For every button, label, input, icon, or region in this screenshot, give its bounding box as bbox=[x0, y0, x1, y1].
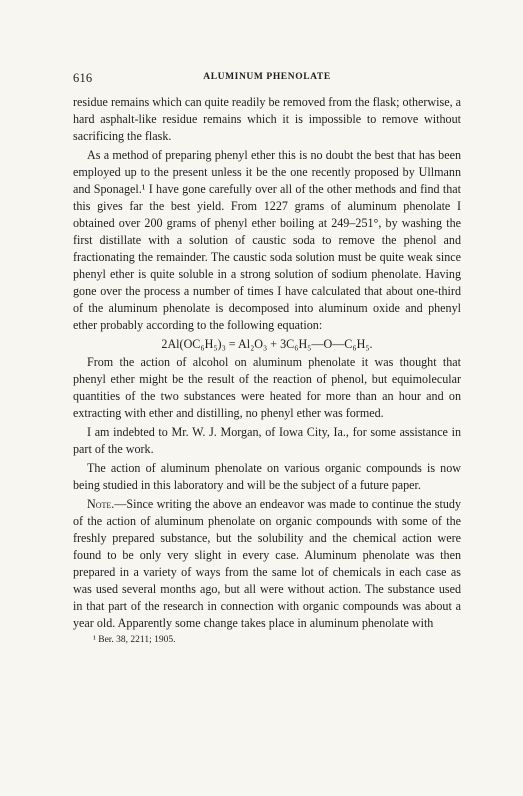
paragraph-continuation: residue remains which can quite readily be removed from the flask; otherwise, a hard asphalt-like residue remains which it is impossible to remove without sacrificing the flask. bbox=[73, 95, 461, 143]
note-label: Note. bbox=[87, 497, 115, 511]
page-header bbox=[73, 71, 461, 91]
running-title: ALUMINUM PHENOLATE bbox=[203, 72, 331, 82]
paragraph-acknowledgement: I am indebted to Mr. W. J. Morgan, of Iowa City, Ia., for some assistance in part of the work. bbox=[73, 425, 461, 456]
article-body bbox=[73, 94, 461, 632]
footnote-text: Ber. 38, 2211; 1905. bbox=[98, 635, 176, 645]
footnote bbox=[73, 634, 461, 647]
chemical-equation: 2Al(OC₆H₅)₃ = Al₂O₃ + 3C₆H₅—O—C₆H₅. bbox=[161, 337, 373, 351]
note-text: —Since writing the above an endeavor was made to continue the study of the action of aluminum phenolate on organic compounds with some of the freshly prepared substance, but the solubility and the chemical action were found to be only very slight in every case. Aluminum phenolate was then prepared in a variety of ways from the same lot of chemicals in each case as was used several months ago, but all were without action. The substance used in that part of the research in connection with organic compounds was about a year old. Apparently some change takes place in aluminum phenolate with bbox=[73, 497, 461, 630]
page-number: 616 bbox=[73, 71, 93, 85]
paragraph-future-work: The action of aluminum phenolate on various organic compounds is now being studied in this laboratory and will be the subject of a future paper. bbox=[73, 461, 461, 492]
footnote-marker: ¹ bbox=[93, 635, 96, 645]
paragraph-phenyl-ether-method: As a method of preparing phenyl ether this is no doubt the best that has been employed up to the present unless it be the one recently proposed by Ullmann and Sponagel.¹ I have gone carefully over all of the other methods and find that this gives far the best yield. From 1227 grams of aluminum phenolate I obtained over 200 grams of phenyl ether boiling at 249–251°, by washing the first distillate with a solution of caustic soda to remove the phenol and fractionating the remainder. The caustic soda solution must be quite weak since phenyl ether is quite soluble in a strong solution of sodium phenolate. Having gone over the process a number of times I have calculated that about one-third of the aluminum phenolate is decomposed into aluminum oxide and phenyl ether probably according to the following equation: bbox=[73, 148, 461, 332]
paragraph-alcohol-action: From the action of alcohol on aluminum phenolate it was thought that phenyl ether might be the result of the reaction of phenol, but equimolecular quantities of the two substances were heated for more than an hour and on extracting with ether and distilling, no phenyl ether was formed. bbox=[73, 355, 461, 420]
paragraph-note bbox=[73, 496, 461, 632]
